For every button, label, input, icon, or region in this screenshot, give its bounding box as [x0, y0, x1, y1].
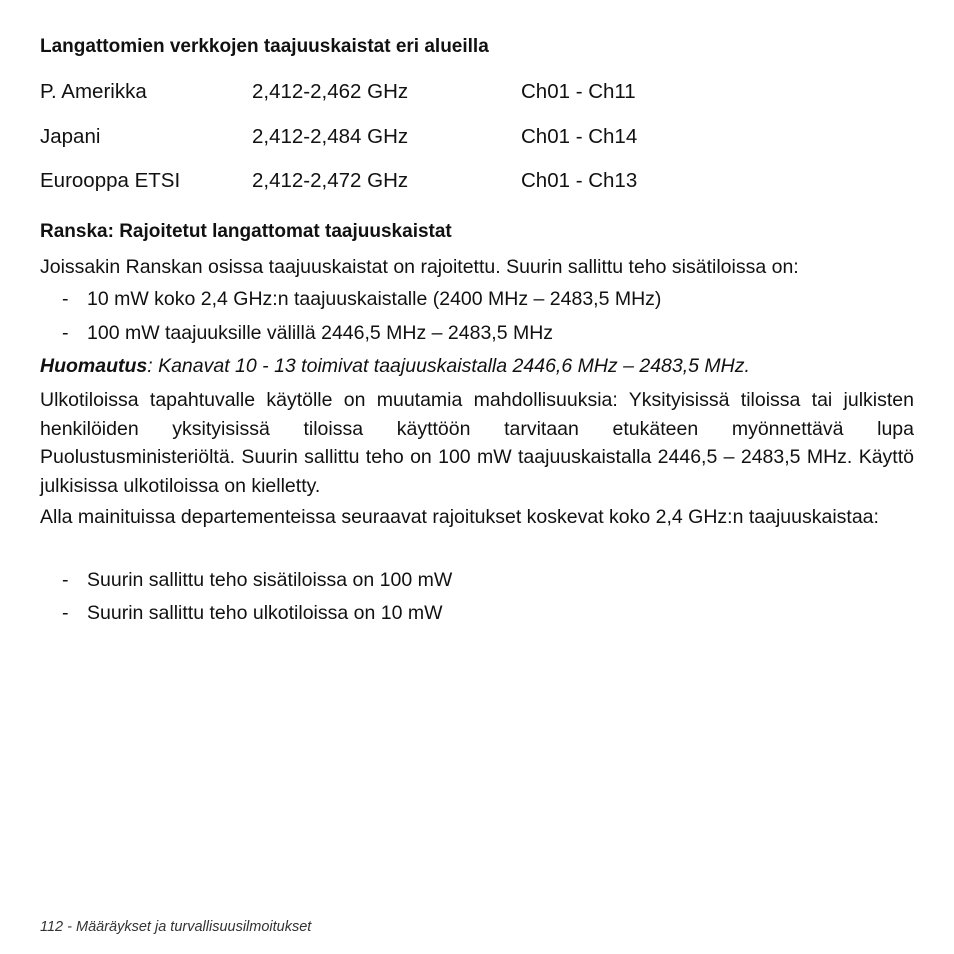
bullet-dash: -: [62, 602, 69, 624]
intro-paragraph: Joissakin Ranskan osissa taajuuskaistat on rajoitettu. Suurin sallittu teho sisätiloissa on:: [40, 256, 799, 278]
band-region: P. Amerikka: [40, 80, 147, 103]
note-text: : Kanavat 10 - 13 toimivat taajuuskaistalla 2446,6 MHz – 2483,5 MHz.: [147, 355, 750, 377]
band-region: Japani: [40, 125, 101, 148]
bullet-dash: -: [62, 322, 69, 344]
bullet-dash: -: [62, 288, 69, 310]
band-range: 2,412-2,484 GHz: [252, 125, 409, 148]
list-item-text: 10 mW koko 2,4 GHz:n taajuuskaistalle (2400 MHz – 2483,5 MHz): [87, 288, 662, 310]
band-row: [40, 79, 914, 105]
section-heading-bands: Langattomien verkkojen taajuuskaistat eri alueilla: [40, 36, 489, 57]
list-item-text: Suurin sallittu teho sisätiloissa on 100 mW: [87, 569, 453, 591]
band-range: 2,412-2,472 GHz: [252, 169, 409, 192]
band-region: Eurooppa ETSI: [40, 169, 181, 192]
outdoor-paragraph: Ulkotiloissa tapahtuvalle käytölle on muutamia mahdollisuuksia: Yksityisissä tiloissa tai julkisten henkilöiden yksityisissä tiloissa käyttöön tarvitaan etukäteen myönnettävä lupa Puolustusministeriöltä. Suurin sallittu teho on 100 mW taajuuskaistalla 2446,5 – 2483,5 MHz. Käyttö julkisissa ulkotiloissa on kielletty.: [40, 389, 914, 497]
band-channels: Ch01 - Ch14: [521, 125, 638, 148]
departments-paragraph: Alla mainituissa departementeissa seuraavat rajoitukset koskevat koko 2,4 GHz:n taajuuskaistaa:: [40, 506, 879, 528]
band-range: 2,412-2,462 GHz: [252, 80, 409, 103]
band-channels: Ch01 - Ch13: [521, 169, 638, 192]
note: [40, 353, 750, 379]
band-row: [40, 168, 914, 194]
band-channels: Ch01 - Ch11: [521, 80, 636, 103]
bullet-dash: -: [62, 569, 69, 591]
band-row: [40, 124, 914, 150]
section-heading-france: Ranska: Rajoitetut langattomat taajuuskaistat: [40, 221, 452, 242]
list-item-text: Suurin sallittu teho ulkotiloissa on 10 mW: [87, 602, 443, 624]
page-footer: 112 - Määräykset ja turvallisuusilmoitukset: [40, 919, 312, 935]
list-item-text: 100 mW taajuuksille välillä 2446,5 MHz – 2483,5 MHz: [87, 322, 554, 344]
note-label: Huomautus: [40, 355, 148, 377]
